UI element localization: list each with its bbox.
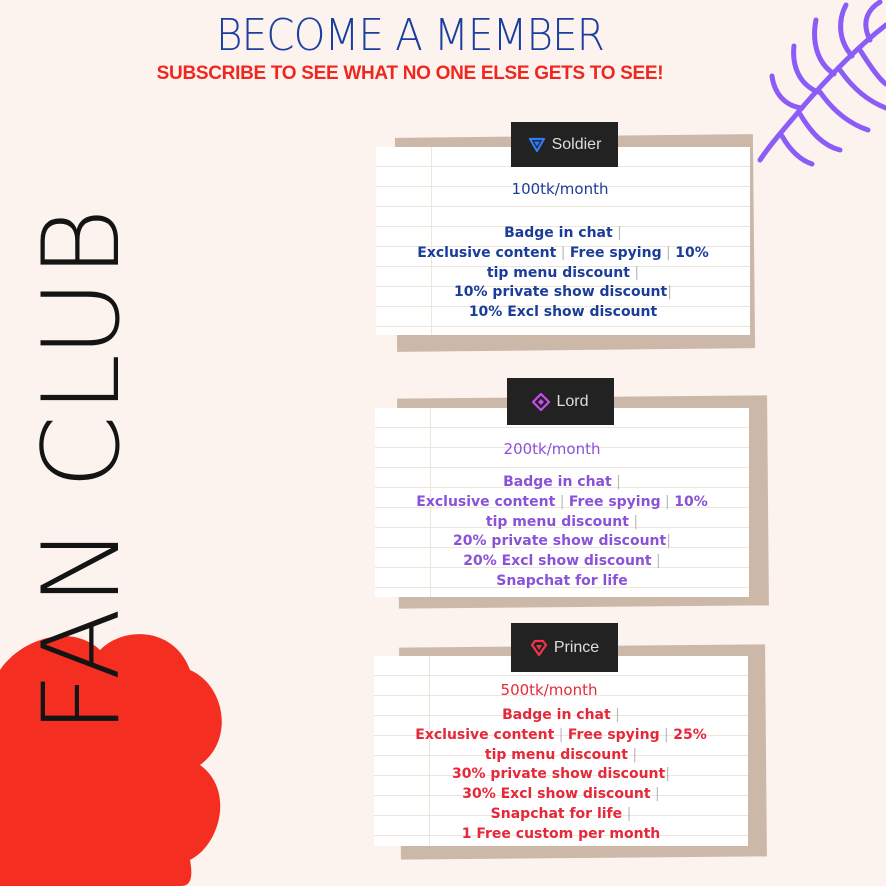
page-subtitle: SUBSCRIBE TO SEE WHAT NO ONE ELSE GETS TO SEE! <box>156 63 664 84</box>
tier-name: Lord <box>556 392 589 410</box>
tier-price: 200tk/month <box>503 440 601 458</box>
tier-perks: Badge in chat | Exclusive content | Free spying | 10% tip menu discount | 10% private show discount| 10% Excl show discount <box>417 225 709 321</box>
tier-name: Prince <box>553 638 600 656</box>
tier-card-prince <box>374 656 748 846</box>
tier-badge-soldier <box>511 122 618 167</box>
tier-price: 500tk/month <box>500 681 598 699</box>
chevron-shield-icon <box>528 136 546 154</box>
page-title: BECOME A MEMBER <box>216 10 604 61</box>
fan-club-side-text: FAN CLUB <box>20 206 143 734</box>
tier-name: Soldier <box>551 135 602 153</box>
tier-badge-lord <box>507 378 614 425</box>
tier-card-soldier <box>376 147 750 335</box>
tier-perks: Badge in chat | Exclusive content | Free spying | 10% tip menu discount | 20% private show discount| 20% Excl show discount | Snapchat for life <box>416 474 708 589</box>
gem-icon <box>530 639 548 657</box>
tier-perks: Badge in chat | Exclusive content | Free spying | 25% tip menu discount | 30% private show discount| 30% Excl show discount | Snapchat for life | 1 Free custom per month <box>415 707 707 842</box>
tier-card-lord <box>375 408 749 597</box>
tier-badge-prince <box>511 623 618 672</box>
diamond-icon <box>532 393 550 411</box>
tier-price: 100tk/month <box>511 180 609 198</box>
